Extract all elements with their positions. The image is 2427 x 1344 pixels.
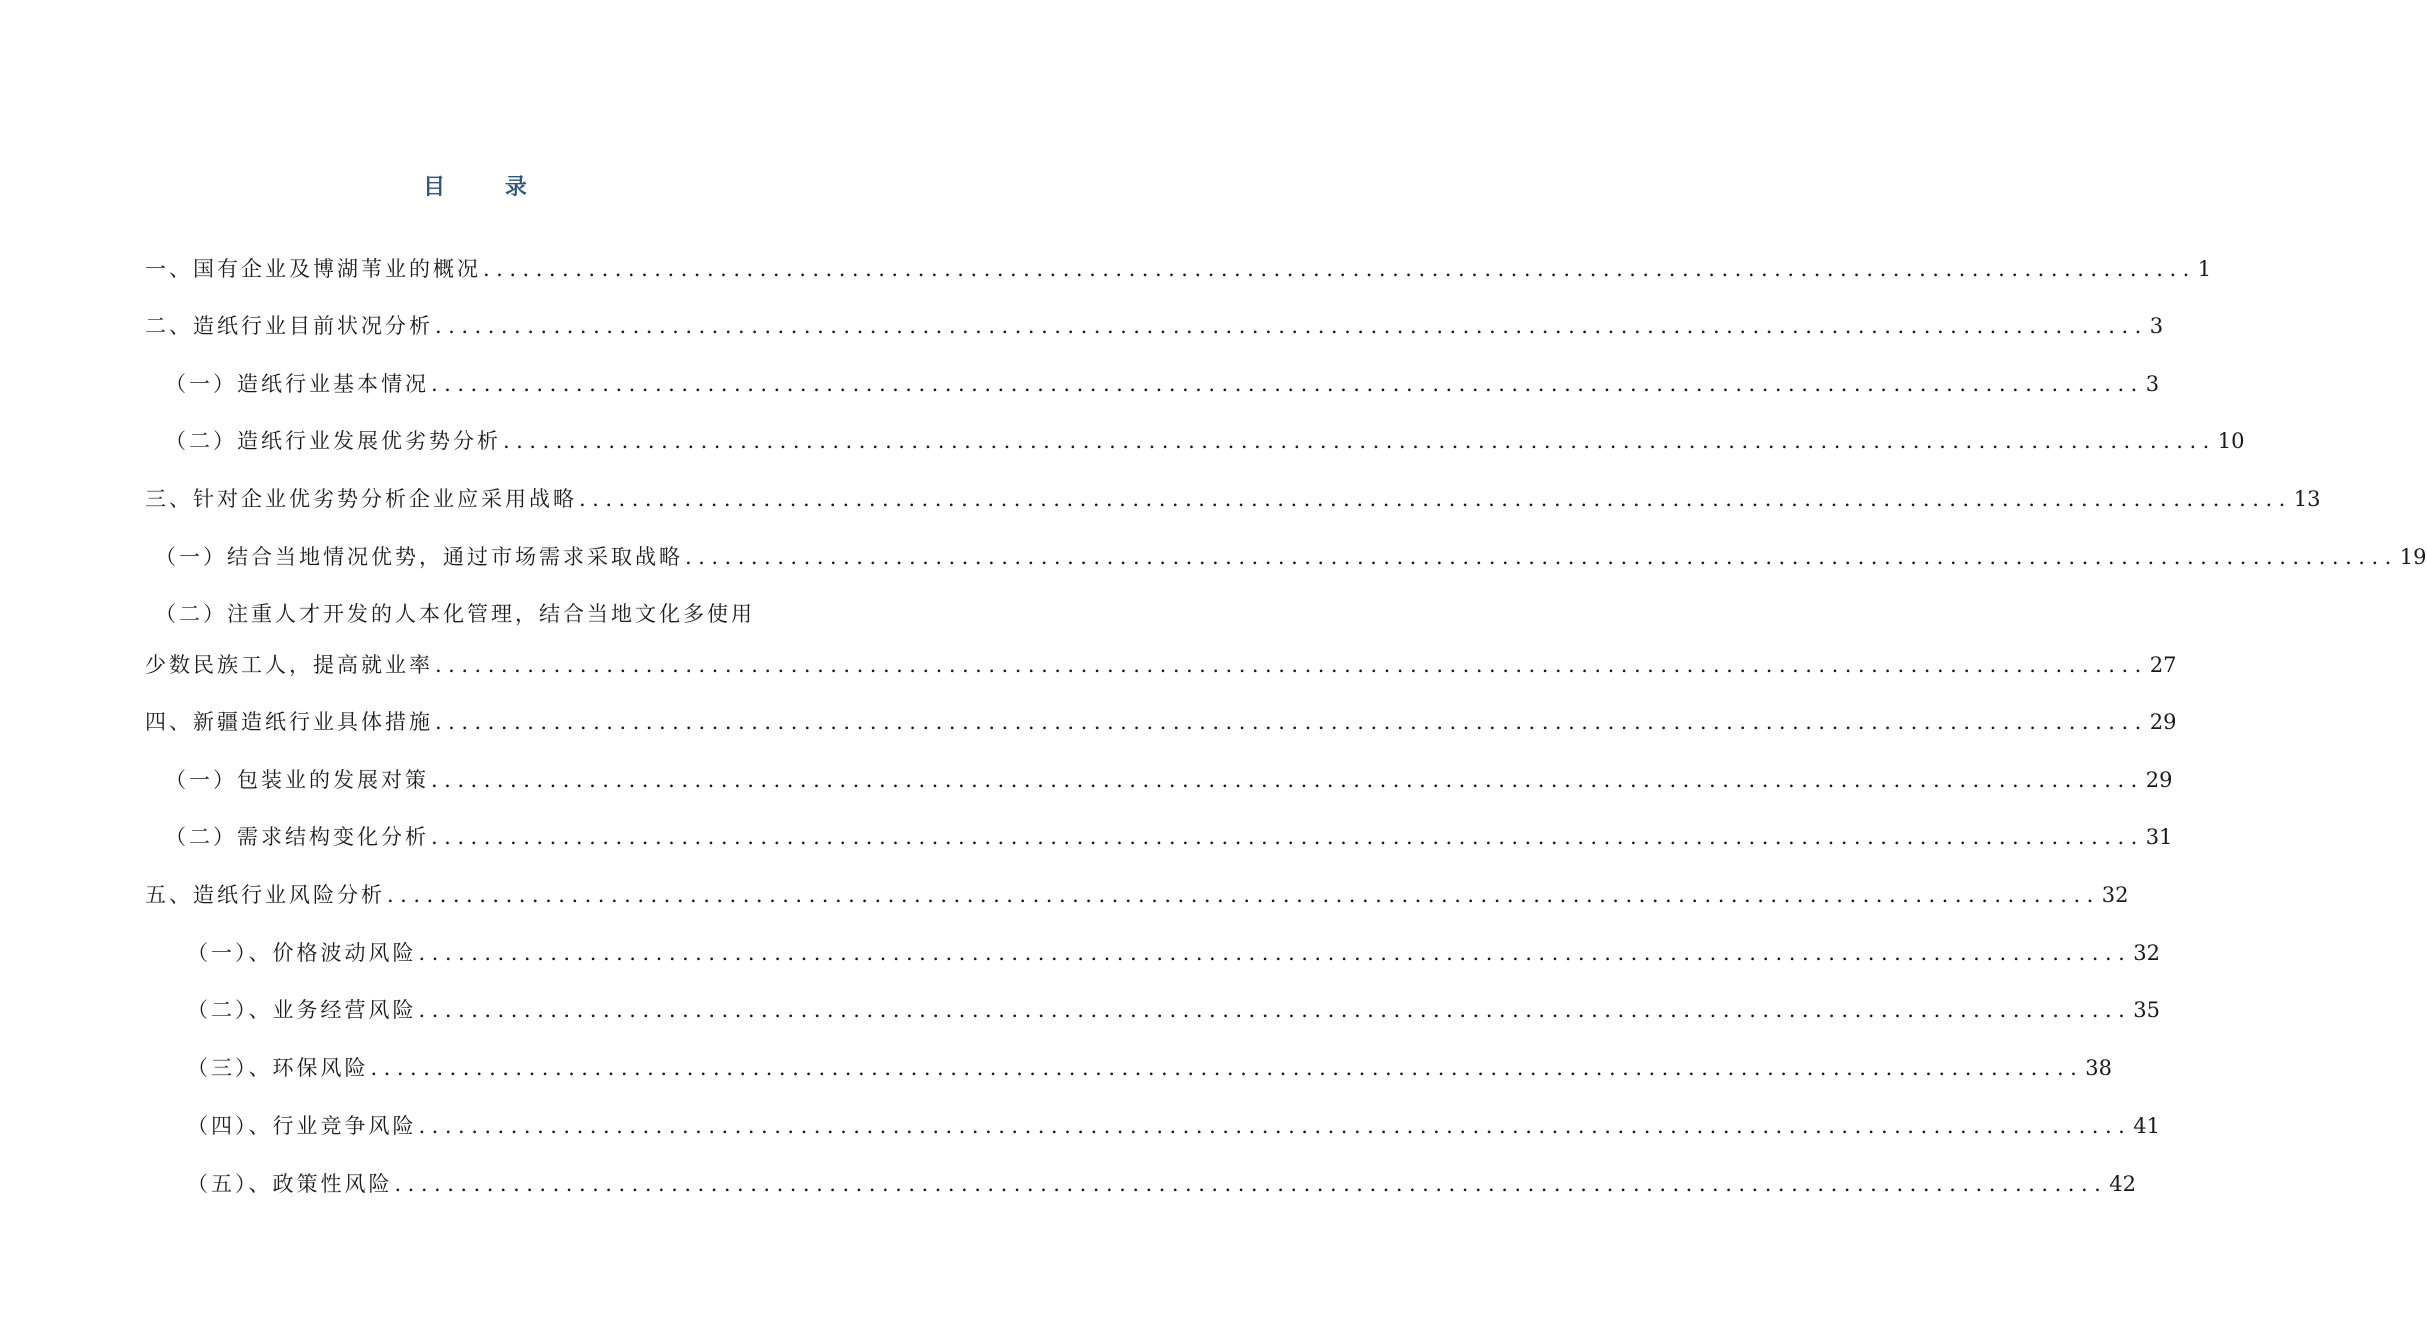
toc-leader-dots: .................................................................................................................................. xyxy=(483,257,2196,281)
toc-page-number: 13 xyxy=(2293,487,2321,511)
toc-leader-dots: .................................................................................................................................. xyxy=(685,545,2398,569)
toc-leader-dots: .................................................................................................................................. xyxy=(394,1172,2108,1196)
toc-leader-dots: .................................................................................................................................. xyxy=(387,883,2100,907)
toc-leader-dots: .................................................................................................................................. xyxy=(435,710,2148,734)
toc-entry[interactable] xyxy=(165,817,2173,857)
toc-entry-text: （一）包装业的发展对策 xyxy=(165,768,429,792)
toc-page-number: 32 xyxy=(2133,941,2161,965)
toc-page-number: 1 xyxy=(2197,257,2212,281)
toc-entry-first-line[interactable]: （二）注重人才开发的人本化管理，结合当地文化多使用 xyxy=(155,602,755,626)
toc-entry[interactable] xyxy=(165,364,2160,404)
toc-entry[interactable] xyxy=(155,537,2427,577)
toc-entry-text: （五）、政策性风险 xyxy=(187,1172,393,1196)
toc-entry-text: 一、国有企业及博湖苇业的概况 xyxy=(145,257,481,281)
toc-entry[interactable] xyxy=(187,990,2161,1030)
toc-leader-dots: .................................................................................................................................. xyxy=(418,998,2132,1022)
toc-page-number: 32 xyxy=(2101,883,2129,907)
toc-page-number: 38 xyxy=(2085,1056,2113,1080)
toc-entry[interactable] xyxy=(145,702,2177,742)
toc-entry[interactable] xyxy=(145,645,2177,685)
toc-title: 目 录 xyxy=(423,174,553,200)
toc-page-number: 3 xyxy=(2149,314,2164,338)
toc-entry[interactable] xyxy=(145,306,2164,346)
toc-entry-text: 二、造纸行业目前状况分析 xyxy=(145,314,433,338)
toc-page-number: 41 xyxy=(2133,1114,2161,1138)
toc-entry-text: 少数民族工人，提高就业率 xyxy=(145,653,433,677)
toc-page-number: 29 xyxy=(2145,768,2173,792)
toc-entry-text: （一）结合当地情况优势，通过市场需求采取战略 xyxy=(155,545,683,569)
toc-entry-text: （四）、行业竞争风险 xyxy=(187,1114,417,1138)
toc-leader-dots: .................................................................................................................................. xyxy=(431,372,2144,396)
toc-entry-text: （一）造纸行业基本情况 xyxy=(165,372,429,396)
toc-entry-text: （一）、价格波动风险 xyxy=(187,941,417,965)
toc-leader-dots: .................................................................................................................................. xyxy=(418,941,2132,965)
toc-entry[interactable] xyxy=(145,875,2129,915)
toc-page-number: 35 xyxy=(2133,998,2161,1022)
toc-leader-dots: .................................................................................................................................. xyxy=(370,1056,2084,1080)
toc-entry[interactable] xyxy=(165,760,2173,800)
toc-leader-dots: .................................................................................................................................. xyxy=(431,768,2144,792)
toc-entry-text: （二）需求结构变化分析 xyxy=(165,825,429,849)
toc-page-number: 29 xyxy=(2149,710,2177,734)
toc-entry-text: 三、针对企业优劣势分析企业应采用战略 xyxy=(145,487,577,511)
toc-entry-text: 四、新疆造纸行业具体措施 xyxy=(145,710,433,734)
toc-page-number: 42 xyxy=(2109,1172,2137,1196)
toc-leader-dots: .................................................................................................................................. xyxy=(431,825,2144,849)
toc-page-number: 10 xyxy=(2217,429,2245,453)
toc-entry-text: （三）、环保风险 xyxy=(187,1056,369,1080)
toc-leader-dots: .................................................................................................................................. xyxy=(579,487,2292,511)
toc-page-number: 3 xyxy=(2145,372,2160,396)
toc-entry[interactable] xyxy=(145,249,2212,289)
toc-entry-text: （二）造纸行业发展优劣势分析 xyxy=(165,429,501,453)
toc-entry[interactable] xyxy=(145,479,2321,519)
toc-page-number: 27 xyxy=(2149,653,2177,677)
toc-entry[interactable] xyxy=(187,1048,2113,1088)
toc-entry[interactable] xyxy=(187,933,2161,973)
toc-entry-text: 五、造纸行业风险分析 xyxy=(145,883,385,907)
toc-leader-dots: .................................................................................................................................. xyxy=(418,1114,2132,1138)
toc-entry[interactable] xyxy=(165,421,2245,461)
toc-leader-dots: .................................................................................................................................. xyxy=(435,314,2148,338)
toc-entry[interactable] xyxy=(187,1106,2161,1146)
toc-entry-text: （二）、业务经营风险 xyxy=(187,998,417,1022)
toc-page-number: 31 xyxy=(2145,825,2173,849)
toc-leader-dots: .................................................................................................................................. xyxy=(503,429,2216,453)
toc-leader-dots: .................................................................................................................................. xyxy=(435,653,2148,677)
toc-page-number: 19 xyxy=(2399,545,2427,569)
toc-entry[interactable] xyxy=(187,1164,2137,1204)
